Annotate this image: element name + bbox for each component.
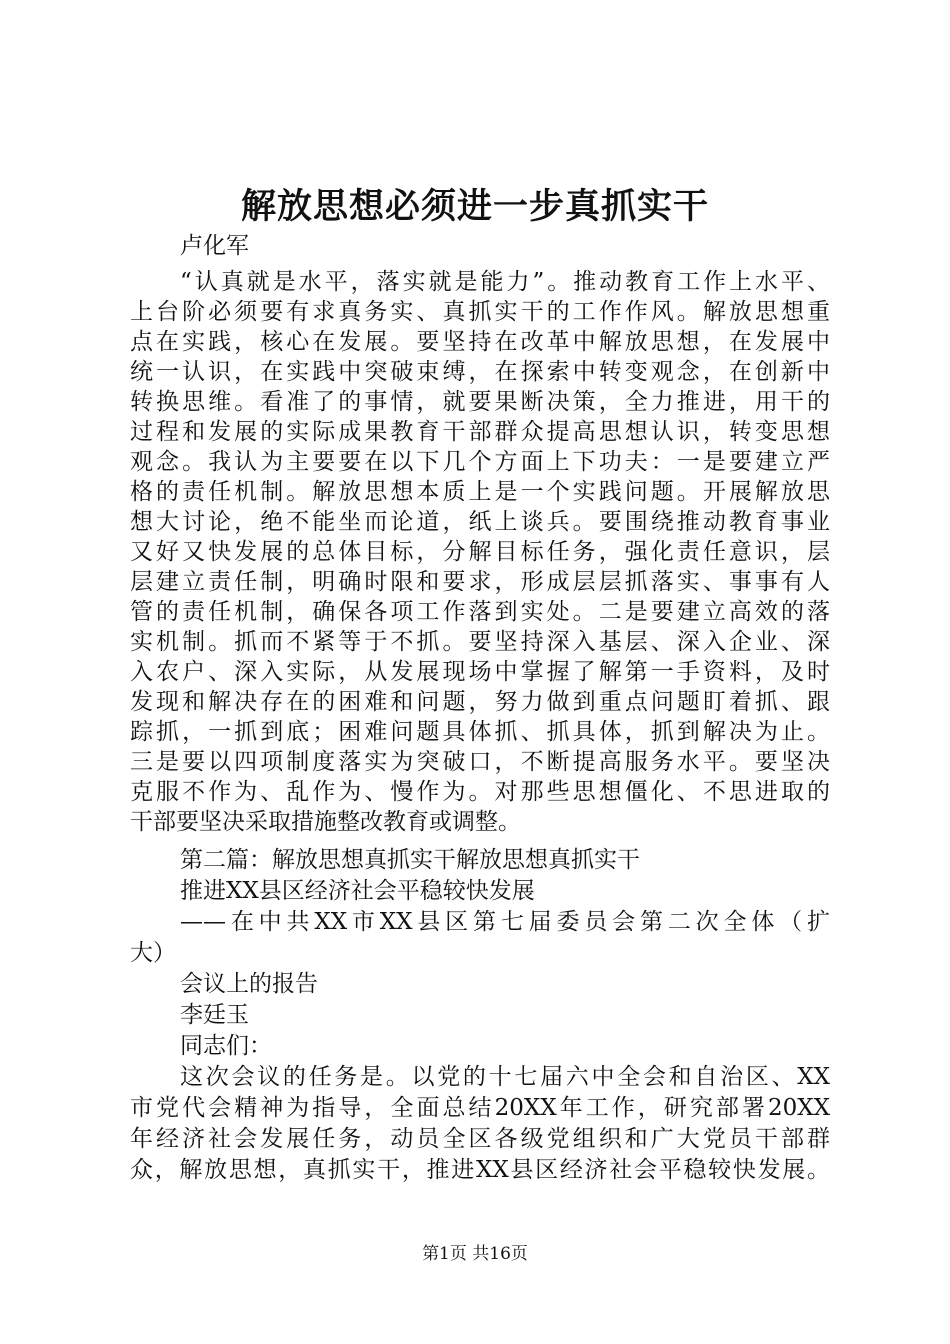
paragraph-line: 发现和解决存在的困难和问题，努力做到重点问题盯着抓、跟 [130,689,830,715]
paragraph-line: 过程和发展的实际成果教育干部群众提高思想认识，转变思想 [130,419,830,445]
report-subtitle: ——在中共XX市XX县区第七届委员会第二次全体（扩 [180,909,830,935]
paragraph-line: 入农户、深入实际，从发展现场中掌握了解第一手资料，及时 [130,659,830,685]
paragraph-line: 观念。我认为主要要在以下几个方面上下功夫：一是要建立严 [130,449,830,475]
paragraph-line: 格的责任机制。解放思想本质上是一个实践问题。开展解放思 [130,479,830,505]
paragraph-line: “认真就是水平，落实就是能力”。推动教育工作上水平、 [180,269,830,295]
paragraph-line: 实机制。抓而不紧等于不抓。要坚持深入基层、深入企业、深 [130,629,830,655]
paragraph-line: 这次会议的任务是。以党的十七届六中全会和自治区、XX [180,1064,830,1090]
paragraph-line: 管的责任机制，确保各项工作落到实处。二是要建立高效的落 [130,599,830,625]
paragraph-line: 市党代会精神为指导，全面总结20XX年工作，研究部署20XX [130,1095,830,1121]
paragraph-line: 上台阶必须要有求真务实、真抓实干的工作作风。解放思想重 [130,299,830,325]
document-title: 解放思想必须进一步真抓实干 [240,186,709,227]
paragraph-line: 点在实践，核心在发展。要坚持在改革中解放思想，在发展中 [130,329,830,355]
paragraph-line: 三是要以四项制度落实为突破口，不断提高服务水平。要坚决 [130,749,830,775]
speaker-name: 李廷玉 [180,1002,249,1028]
paragraph-line: 层建立责任制，明确时限和要求，形成层层抓落实、事事有人 [130,569,830,595]
paragraph-line: 干部要坚决采取措施整改教育或调整。 [130,809,521,835]
paragraph-line: 众，解放思想，真抓实干，推进XX县区经济社会平稳较快发展。 [130,1157,830,1183]
paragraph-line: 想大讨论，绝不能坐而论道，纸上谈兵。要围绕推动教育事业 [130,509,830,535]
report-title: 推进XX县区经济社会平稳较快发展 [180,878,535,904]
paragraph-line: 年经济社会发展任务，动员全区各级党组织和广大党员干部群 [130,1126,830,1152]
salutation: 同志们： [180,1033,272,1059]
page-number-footer: 第1页 共16页 [422,1244,528,1264]
author-name: 卢化军 [180,233,249,259]
paragraph-line: 统一认识，在实践中突破束缚，在探索中转变观念，在创新中 [130,359,830,385]
paragraph-line: 又好又快发展的总体目标，分解目标任务，强化责任意识，层 [130,539,830,565]
report-subtitle-continued: 大） [130,940,176,966]
paragraph-line: 踪抓，一抓到底；困难问题具体抓、抓具体，抓到解决为止。 [130,719,830,745]
paragraph-line: 克服不作为、乱作为、慢作为。对那些思想僵化、不思进取的 [130,779,830,805]
section-heading: 第二篇：解放思想真抓实干解放思想真抓实干 [180,847,640,873]
report-subtitle-end: 会议上的报告 [180,971,318,997]
paragraph-line: 转换思维。看准了的事情，就要果断决策，全力推进，用干的 [130,389,830,415]
